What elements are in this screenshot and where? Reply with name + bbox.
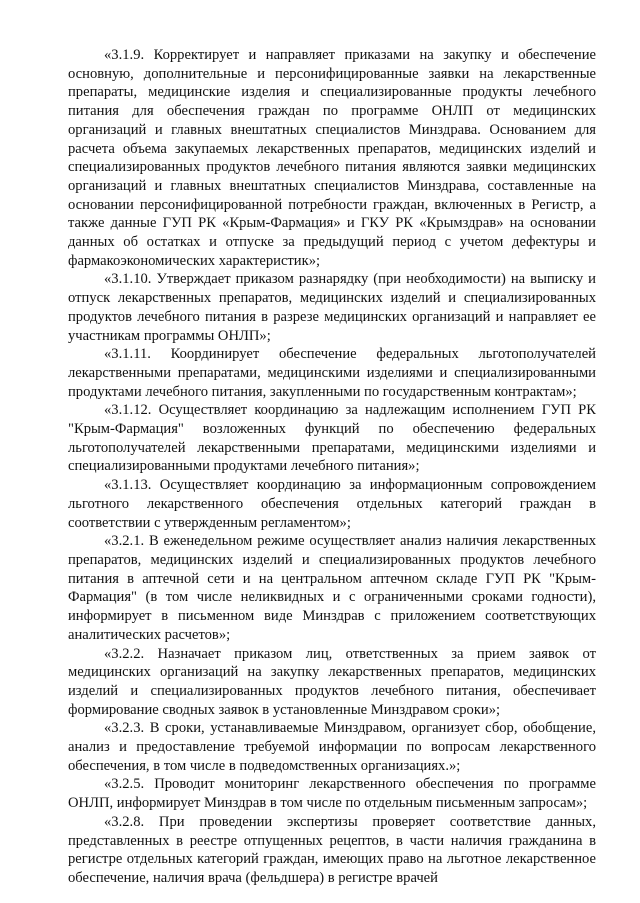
- paragraph-3-2-3: «3.2.3. В сроки, устанавливаемые Минздравом, организует сбор, обобщение, анализ и предоставление требуемой информации по вопросам лекарственного обеспечения, в том числе в подведомственных организациях.»;: [68, 720, 596, 774]
- paragraph-3-1-11: «3.1.11. Координирует обеспечение федеральных льготополучателей лекарственными препаратами, медицинскими изделиями и специализированными продуктами лечебного питания, закупленными по государственным контрактам»;: [68, 346, 596, 400]
- paragraph-3-2-2: «3.2.2. Назначает приказом лиц, ответственных за прием заявок от медицинских организаций на закупку лекарственных препаратов, медицинских изделий и специализированных продуктов лечебного питания, обеспечивает формирование сводных заявок в установленные Минздравом сроки»;: [68, 645, 596, 718]
- paragraph-3-2-5: «3.2.5. Проводит мониторинг лекарственного обеспечения по программе ОНЛП, информирует Минздрав в том числе по отдельным письменным запросам»;: [68, 776, 596, 812]
- paragraph-3-1-9: «3.1.9. Корректирует и направляет приказами на закупку и обеспечение основную, дополнительные и персонифицированные заявки на лекарственные препараты, медицинские изделия и специализированные продукты лечебного питания для обеспечения граждан по программе ОНЛП от медицинских организаций и главных внештатных специалистов Минздрава. Основанием для расчета объема закупаемых лекарственных препаратов, медицинских изделий и специализированных продуктов лечебного питания являются заявки медицинских организаций и главных внештатных специалистов Минздрава, составленные на основании персонифицированной потребности граждан, включенных в Регистр, а также данные ГУП РК «Крым-Фармация» и ГКУ РК «Крымздрав» на основании данных об остатках и отпуске за предыдущий период с учетом дефектуры и фармакоэкономических характеристик»;: [68, 47, 596, 269]
- paragraph-3-2-1: «3.2.1. В еженедельном режиме осуществляет анализ наличия лекарственных препаратов, медицинских изделий и специализированных продуктов лечебного питания в аптечной сети и на центральном аптечном складе ГУП РК "Крым-Фармация" (в том числе неликвидных и с ограниченными сроками годности), информирует в письменном виде Минздрав с приложением соответствующих аналитических расчетов»;: [68, 533, 596, 643]
- paragraph-3-1-13: «3.1.13. Осуществляет координацию за информационным сопровождением льготного лекарственного обеспечения отдельных категорий граждан в соответствии с утвержденным регламентом»;: [68, 477, 596, 531]
- document-page: [68, 46, 596, 888]
- paragraph-3-2-8: «3.2.8. При проведении экспертизы проверяет соответствие данных, представленных в реестре отпущенных рецептов, в части наличия гражданина в регистре отдельных категорий граждан, имеющих право на льготное лекарственное обеспечение, наличия врача (фельдшера) в регистре врачей: [68, 813, 596, 886]
- paragraph-3-1-12: «3.1.12. Осуществляет координацию за надлежащим исполнением ГУП РК "Крым-Фармация" возложенных функций по обеспечению федеральных льготополучателей лекарственными препаратами, медицинскими изделиями и специализированными продуктами лечебного питания»;: [68, 402, 596, 475]
- paragraph-3-1-10: «3.1.10. Утверждает приказом разнарядку (при необходимости) на выписку и отпуск лекарственных препаратов, медицинских изделий и специализированных продуктов лечебного питания в разрезе медицинских организаций и направляет ее участникам программы ОНЛП»;: [68, 271, 596, 344]
